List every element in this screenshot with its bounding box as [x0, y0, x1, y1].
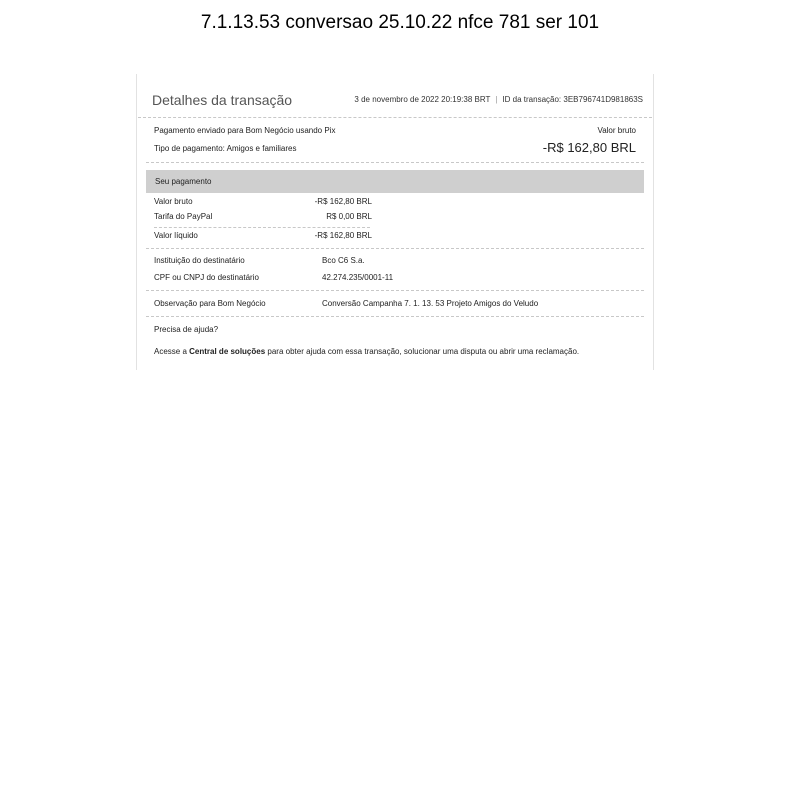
recipient-divider — [146, 290, 644, 291]
institution-value: Bco C6 S.a. — [322, 256, 365, 265]
row-net-label: Valor líquido — [154, 231, 198, 240]
transaction-meta — [354, 95, 643, 104]
summary-divider — [146, 162, 644, 163]
note-value: Conversão Campanha 7. 1. 13. 53 Projeto Amigos do Veludo — [322, 299, 539, 308]
transaction-datetime: 3 de novembro de 2022 20:19:38 BRT — [354, 95, 491, 104]
help-question: Precisa de ajuda? — [154, 325, 219, 334]
help-suffix: para obter ajuda com essa transação, solucionar uma disputa ou abrir uma reclamação. — [267, 347, 580, 356]
section-title: Seu pagamento — [155, 177, 212, 186]
row-gross-label: Valor bruto — [154, 197, 193, 206]
row-fee-label: Tarifa do PayPal — [154, 212, 213, 221]
payment-type: Tipo de pagamento: Amigos e familiares — [154, 144, 297, 153]
document-value: 42.274.235/0001-11 — [322, 273, 394, 282]
note-divider — [146, 316, 644, 317]
card-title: Detalhes da transação — [152, 92, 293, 108]
row-fee-value: R$ 0,00 BRL — [326, 212, 372, 221]
gross-amount: -R$ 162,80 BRL — [542, 140, 636, 155]
institution-label: Instituição do destinatário — [154, 256, 245, 265]
transaction-details-card — [136, 74, 654, 370]
gross-label: Valor bruto — [597, 126, 636, 135]
payment-description: Pagamento enviado para Bom Negócio usando Pix — [154, 126, 336, 135]
net-divider — [146, 248, 644, 249]
transaction-id: ID da transação: 3EB796741D981863S — [502, 95, 643, 104]
card-header — [152, 90, 643, 114]
fee-divider — [154, 227, 370, 228]
document-label: CPF ou CNPJ do destinatário — [154, 273, 259, 282]
note-label: Observação para Bom Negócio — [154, 299, 266, 308]
help-sentence — [154, 347, 579, 356]
row-net-value: -R$ 162,80 BRL — [314, 231, 372, 240]
document-title: 7.1.13.53 conversao 25.10.22 nfce 781 ser 101 — [200, 12, 600, 33]
row-gross-value: -R$ 162,80 BRL — [314, 197, 372, 206]
help-prefix: Acesse a — [154, 347, 187, 356]
header-divider — [138, 117, 652, 118]
meta-separator: | — [495, 95, 498, 104]
section-band-your-payment — [146, 170, 644, 193]
resolution-center-link[interactable]: Central de soluções — [189, 347, 266, 356]
